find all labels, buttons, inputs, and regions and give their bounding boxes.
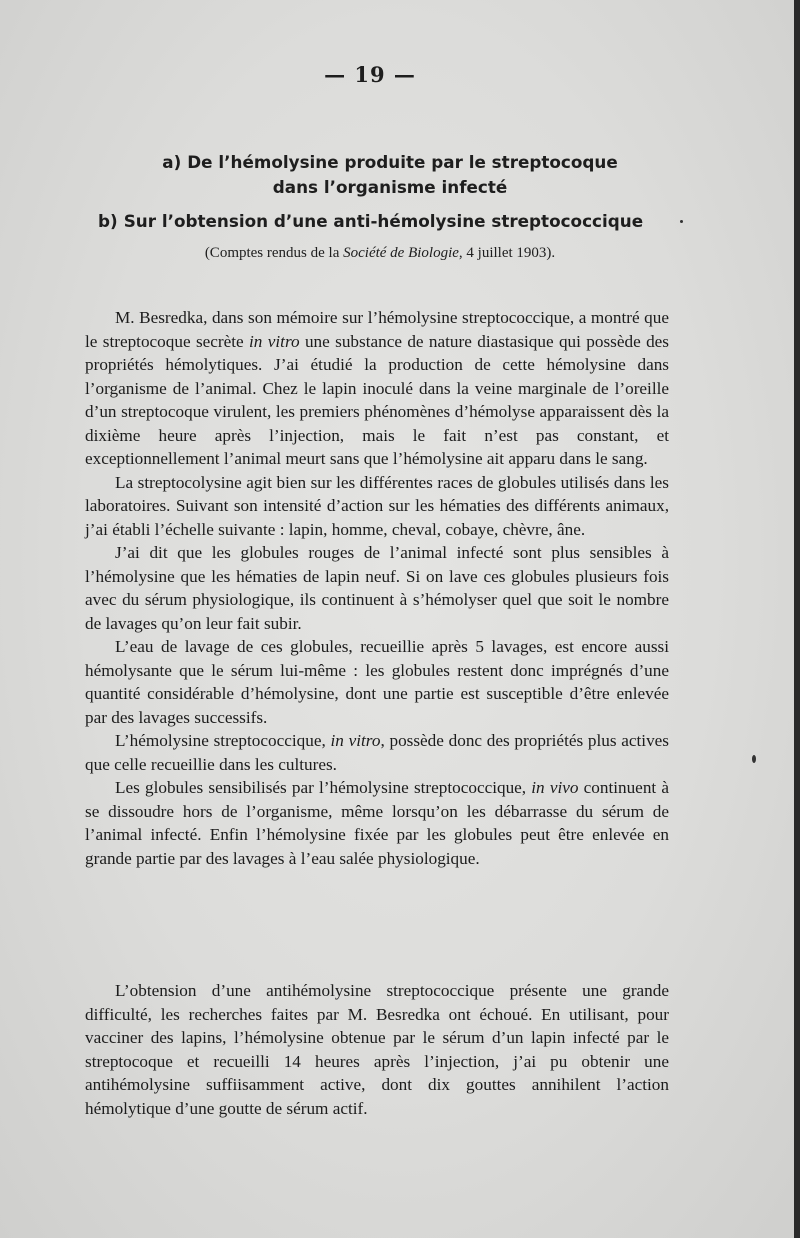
- paragraph-7: L’obtension d’une antihémolysine streptococcique présente une grande difficulté, les recherches faites par M. Besredka ont échoué. En utilisant, pour vacciner des lapins, l’hémolysine obtenue par le sérum d’un lapin infecté par le streptocoque et recueilli 14 heures après l’injection, j’ai pu obtenir une antihémolysine suffiisamment active, dont dix gouttes annihilent l’action hémolytique d’une goutte de sérum actif.: [85, 981, 669, 1118]
- ink-speck-decoration: [752, 755, 756, 763]
- paragraph-5-text-2: , possède donc des propriétés plus actives que celle recueillie dans les cultures.: [85, 731, 669, 774]
- paragraph-5-text-1: L’hémolysine streptococcique,: [115, 731, 331, 750]
- paragraph-5-italic: in vitro: [330, 731, 381, 750]
- heading-a-line2: dans l’organisme infecté: [272, 177, 508, 197]
- citation-suffix: , 4 juillet 1903).: [458, 245, 556, 261]
- section-heading-b: [98, 209, 718, 234]
- section-heading-a: [140, 150, 640, 200]
- heading-a-line1: De l’hémolysine produite par le streptocoque: [187, 152, 618, 172]
- paragraph-5: [85, 729, 669, 776]
- paragraph-1-text-2: une substance de nature diastasique qui possède des propriétés hémolytiques. J’ai étudié la production de cette hémolysine dans l’organisme de l’animal. Chez le lapin inoculé dans la veine marginale de l’oreille d’un streptocoque virulent, les premiers phénomènes d’hémolyse apparaissent dès la dixième heure après l’injection, mais le fait n’est pas constant, et exceptionnellement l’animal meurt sans que l’hémolysine ait apparu dans le sang.: [85, 331, 669, 468]
- citation-journal: Société de Biologie: [343, 245, 459, 261]
- citation: [0, 242, 760, 264]
- ink-speck-decoration: [680, 220, 683, 223]
- section-b-body: [85, 979, 669, 1120]
- paragraph-1-text-1: M. Besredka, dans son mémoire sur l’hémolysine streptococcique, a montré que le streptocoque secrète: [85, 308, 669, 351]
- paragraph-1-italic: in vitro: [249, 331, 300, 351]
- heading-b-text: Sur l’obtension d’une anti-hémolysine streptococcique: [123, 211, 644, 231]
- paragraph-6-text-1: Les globules sensibilisés par l’hémolysine streptococcique,: [115, 778, 532, 797]
- heading-b-marker: b): [98, 211, 118, 231]
- paragraph-2: La streptocolysine agit bien sur les différentes races de globules utilisés dans les laboratoires. Suivant son intensité d’action sur les hématies des différents animaux, j’ai établi l’échelle suivante : lapin, homme, cheval, cobaye, chèvre, âne.: [85, 472, 669, 539]
- paragraph-1: [85, 306, 669, 471]
- citation-prefix: (Comptes rendus de la: [204, 245, 340, 261]
- scan-edge-shadow: [794, 0, 800, 1238]
- paragraph-6-italic: in vivo: [531, 778, 579, 797]
- paragraph-3: J’ai dit que les globules rouges de l’animal infecté sont plus sensibles à l’hémolysine que les hématies de lapin neuf. Si on lave ces globules plusieurs fois avec du sérum physiologique, ils continuent à s’hémolyser quel que soit le nombre de lavages qu’on leur fait subir.: [85, 543, 669, 633]
- paragraph-4: L’eau de lavage de ces globules, recueillie après 5 lavages, est encore aussi hémolysante que le sérum lui-même : les globules restent donc imprégnés d’une quantité considérable d’hémolysine, dont une partie est susceptible d’être enlevée par des lavages successifs.: [85, 637, 669, 727]
- page-number: — 19 —: [324, 62, 416, 87]
- section-a-body: [85, 306, 669, 870]
- paragraph-6: [85, 776, 669, 870]
- heading-a-marker: a): [162, 152, 182, 172]
- paragraph-6-text-2: continuent à se dissoudre hors de l’organisme, même lorsqu’on les débarrasse du sérum de l’animal infecté. Enfin l’hémolysine fixée par les globules peut être enlevée en grande partie par des lavages à l’eau salée physiologique.: [85, 778, 669, 868]
